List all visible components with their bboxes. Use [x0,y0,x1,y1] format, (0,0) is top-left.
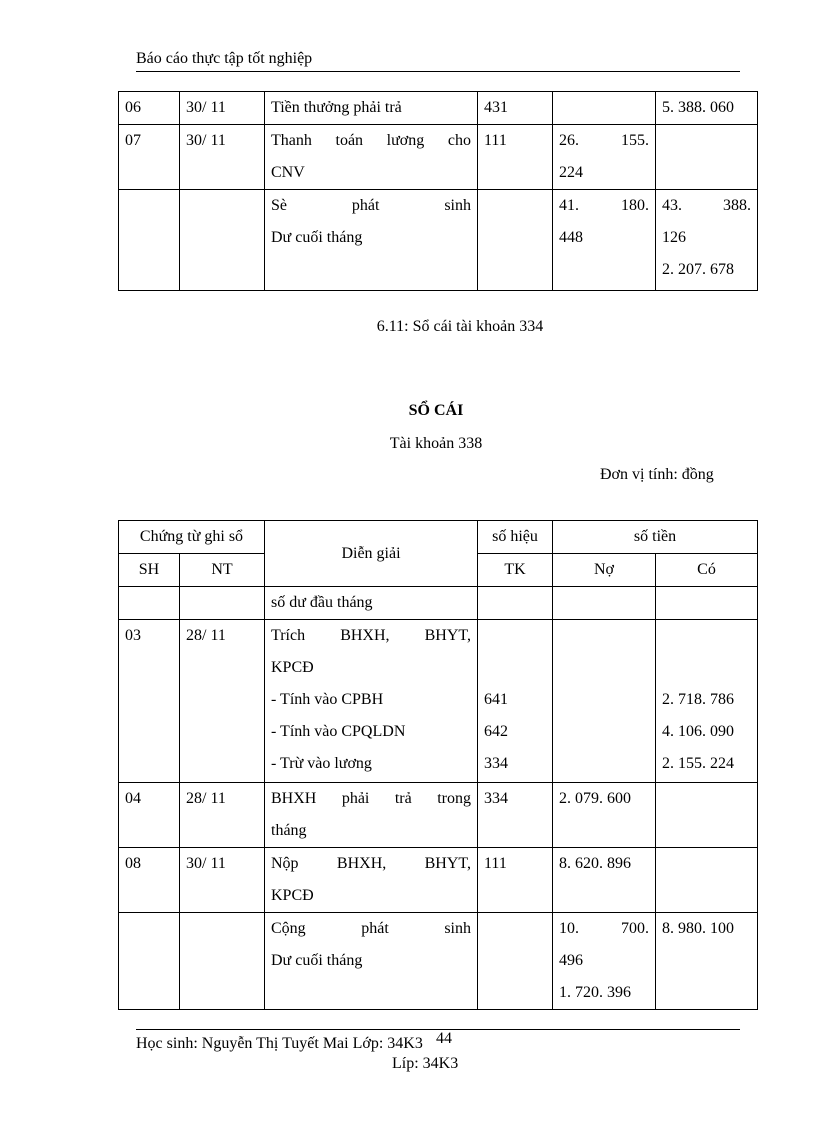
debit-amount-line: 2. 079. 600 [559,790,631,807]
credit-amount-line: 43. 388. [662,197,751,214]
ledger-334-table [118,91,758,291]
credit-amount [656,913,758,1010]
credit-amount-line: 4. 106. 090 [662,723,734,740]
header-description: Diễn giải [265,521,478,587]
figure-caption: 6.11: Sổ cái tài khoản 334 [376,318,544,335]
header-account-no: số hiệu [478,521,553,554]
debit-amount [553,913,656,1010]
ledger-title: SỔ CÁI [408,402,464,419]
debit-amount [553,848,656,913]
description-line: - Tính vào CPQLDN [271,723,406,740]
header-tk: TK [478,554,553,587]
debit-amount [553,783,656,848]
header-divider [136,71,740,72]
debit-amount-line: 1. 720. 396 [559,984,631,1001]
description-line: - Trừ vào lương [271,755,372,772]
credit-amount [656,587,758,620]
account-no: 111 [478,125,553,190]
account-no-line: 111 [484,855,507,872]
description-line: CNV [271,164,305,181]
description-line: Trích BHXH, BHYT, [271,627,471,644]
voucher-nt: 30/ 11 [180,125,265,190]
debit-amount-line: 224 [559,164,583,181]
credit-amount [656,620,758,783]
description [265,620,478,783]
account-no [478,587,553,620]
header-sh: SH [119,554,180,587]
table-row [119,783,758,848]
debit-amount [553,620,656,783]
ledger-account: Tài khoản 338 [389,435,483,452]
credit-amount [656,783,758,848]
debit-amount-line: 448 [559,229,583,246]
account-no [478,913,553,1010]
debit-amount-line: 10. 700. [559,920,649,937]
debit-amount-line: 26. 155. [559,132,649,149]
credit-amount [656,92,758,125]
voucher-sh: 03 [119,620,180,783]
debit-amount [553,125,656,190]
description [265,92,478,125]
table-row [119,125,758,190]
description-line: Cộng phát sinh [271,920,471,937]
ledger-unit: Đơn vị tính: đồng [600,466,714,483]
ledger-334-body [119,92,758,291]
credit-amount [656,190,758,291]
credit-amount-line: 8. 980. 100 [662,920,734,937]
header-credit: Có [656,554,758,587]
account-no [478,190,553,291]
credit-amount-line: 2. 207. 678 [662,261,734,278]
page-number: 44 [436,1030,452,1047]
description-line: Dư cuối tháng [271,229,363,246]
voucher-sh: 08 [119,848,180,913]
credit-amount-line: 2. 718. 786 [662,691,734,708]
description-line: Sè phát sinh [271,197,471,214]
ledger-338-body [119,587,758,1010]
description [265,783,478,848]
debit-amount [553,587,656,620]
account-no-line [484,620,546,652]
account-no-line: 641 [484,691,508,708]
header-debit: Nợ [553,554,656,587]
credit-amount-line: 126 [662,229,686,246]
description [265,848,478,913]
description-line: KPCĐ [271,887,314,904]
description-line: số dư đầu tháng [271,594,373,611]
debit-amount-line: 41. 180. [559,197,649,214]
debit-amount-line: 496 [559,952,583,969]
description-line: - Tính vào CPBH [271,691,384,708]
description [265,125,478,190]
credit-amount-line: 5. 388. 060 [662,99,734,116]
debit-amount [553,92,656,125]
description-line: Thanh toán lương cho [271,132,471,149]
table-row [119,92,758,125]
account-no [478,620,553,783]
credit-amount-line [662,652,751,684]
account-no [478,848,553,913]
voucher-sh [119,587,180,620]
voucher-sh: 07 [119,125,180,190]
ledger-338-table [118,520,758,1010]
voucher-nt: 28/ 11 [180,620,265,783]
page-header-title: Báo cáo thực tập tốt nghiệp [136,50,313,67]
description-line: BHXH phải trả trong [271,790,471,807]
table-row [119,913,758,1010]
account-no-line: 642 [484,723,508,740]
voucher-nt [180,587,265,620]
header-voucher: Chứng từ ghi sổ [119,521,265,554]
credit-amount-line: 2. 155. 224 [662,755,734,772]
header-nt: NT [180,554,265,587]
voucher-nt: 30/ 11 [180,848,265,913]
account-no-line: 334 [484,790,508,807]
debit-amount-line: 8. 620. 896 [559,855,631,872]
description-line: Nộp BHXH, BHYT, [271,855,471,872]
voucher-nt: 30/ 11 [180,92,265,125]
table-row [119,190,758,291]
table-row [119,620,758,783]
credit-amount-line [662,620,751,652]
voucher-sh [119,190,180,291]
voucher-nt [180,190,265,291]
table-row [119,587,758,620]
voucher-nt: 28/ 11 [180,783,265,848]
account-no [478,783,553,848]
credit-amount [656,848,758,913]
voucher-sh [119,913,180,1010]
description-line: KPCĐ [271,659,314,676]
voucher-sh: 04 [119,783,180,848]
description-line: Tiền thưởng phải trả [271,99,402,116]
description [265,913,478,1010]
description [265,587,478,620]
description-line: Dư cuối tháng [271,952,363,969]
account-no-line: 334 [484,755,508,772]
header-amount: số tiền [553,521,758,554]
debit-amount [553,190,656,291]
credit-amount [656,125,758,190]
account-no-line [484,652,546,684]
voucher-nt [180,913,265,1010]
footer-student: Học sinh: Nguyễn Thị Tuyết Mai Lớp: 34K3 [136,1035,423,1052]
account-no: 431 [478,92,553,125]
voucher-sh: 06 [119,92,180,125]
description [265,190,478,291]
footer-class: Líp: 34K3 [392,1055,459,1072]
description-line: tháng [271,822,307,839]
table-row [119,848,758,913]
